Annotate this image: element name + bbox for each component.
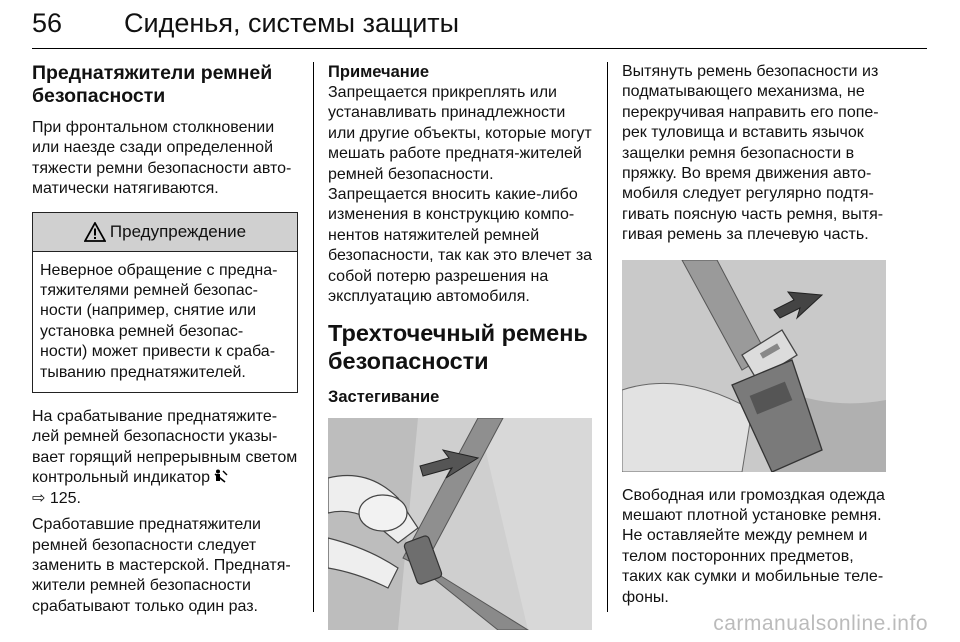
seatbelt-pretensioner-indicator-icon bbox=[214, 469, 228, 484]
warning-triangle-icon bbox=[84, 222, 106, 242]
page-reference: 125. bbox=[49, 489, 81, 507]
warning-header bbox=[33, 213, 297, 252]
column-divider bbox=[313, 62, 314, 612]
note-body: Запрещается прикреплять или устанавливать принадлежности или другие объекты, которые могут мешать работе преднатя-жителей ремней безопасности. Запрещается вносить какие-либо изменения в конструкцию компо-нентов натяжителей ремней безопасности, так как это влечет за собой потерю разрешения на эксплуатацию автомобиля. bbox=[328, 84, 593, 306]
watermark: carmanualsonline.info bbox=[713, 612, 928, 635]
note-title: Примечание bbox=[328, 63, 430, 81]
warning-body: Неверное обращение с предна-тяжителями ремней безопас-ности (например, снятие или установка ремней безопас-ности) может привести к сраба-тыванию преднатяжителей. bbox=[40, 261, 278, 381]
column-right bbox=[622, 62, 890, 608]
column-divider bbox=[607, 62, 608, 612]
warning-box bbox=[32, 212, 298, 393]
warning-title: Предупреждение bbox=[109, 221, 247, 241]
page-number: 56 bbox=[32, 8, 63, 38]
clothing-warning: Свободная или громоздкая одежда мешают плотной установке ремня. Не оставляейте между ремнем и телом посторонних предметов, таких как сумки и мобильные теле-фоны. bbox=[622, 486, 885, 606]
three-point-belt-heading: Трехточечный ремень безопасности bbox=[328, 320, 588, 375]
page-header bbox=[32, 2, 927, 49]
buckling-instructions: Вытянуть ремень безопасности из подматывающего механизма, не перекручивая направить его попе-рек туловища и вставить язычок защелки ремня безопасности в пряжку. Во время движения авто-мобиля следует регулярно подтя-гивать поясную часть ремня, вытя-гивая ремень за плечевую часть. bbox=[622, 63, 884, 244]
section-title: Сиденья, системы защиты bbox=[124, 8, 460, 38]
column-left bbox=[32, 62, 298, 617]
indicator-text: На срабатывание преднатяжите-лей ремней безопасности указы-вает горящий непрерывным светом контрольный индикатор bbox=[32, 408, 298, 487]
indicator-paragraph bbox=[32, 407, 298, 509]
page-reference-arrow-icon: ⇨ bbox=[32, 489, 46, 507]
buckle-illustration-drawing bbox=[622, 260, 886, 472]
replacement-paragraph: Сработавшие преднатяжители ремней безопасности следует заменить в мастерской. Преднатя-жители ремней безопасности срабатывают только один раз. bbox=[32, 516, 291, 615]
fastening-illustration bbox=[328, 418, 592, 630]
fastening-illustration-drawing bbox=[328, 418, 592, 630]
buckle-illustration bbox=[622, 260, 886, 472]
column-middle bbox=[328, 62, 594, 630]
pretensioner-heading: Преднатяжители ремней безопасности bbox=[32, 62, 273, 107]
pretensioner-intro: При фронтальном столкновении или наезде сзади определенной тяжести ремни безопасности авто-матически натягиваются. bbox=[32, 119, 292, 198]
fastening-subheading: Застегивание bbox=[328, 388, 440, 407]
